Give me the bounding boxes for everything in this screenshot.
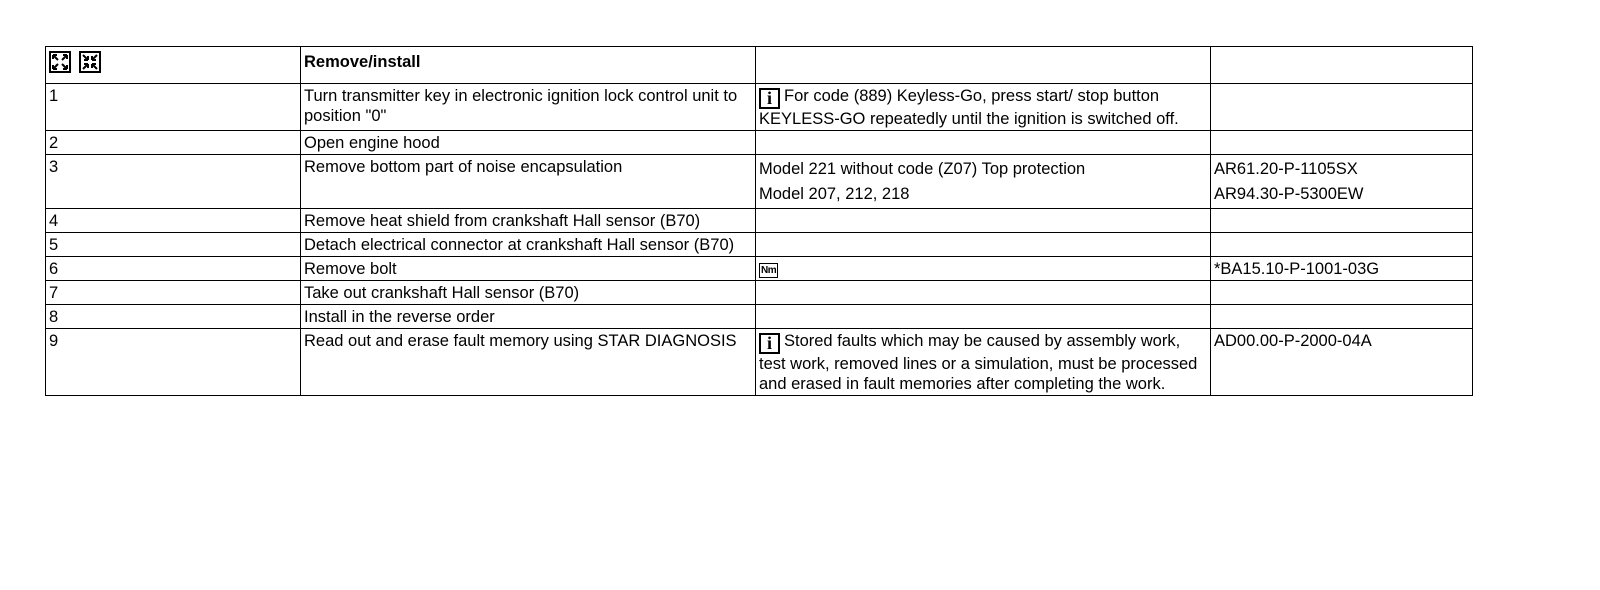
step-number: 4 — [46, 209, 301, 233]
table-row — [46, 281, 1473, 305]
step-number: 8 — [46, 305, 301, 329]
step-note: i For code (889) Keyless-Go, press start/ stop button KEYLESS-GO repeatedly until the ignition is switched off. — [756, 84, 1211, 131]
step-reference[interactable]: *BA15.10-P-1001-03G — [1211, 257, 1473, 281]
step-action: Detach electrical connector at crankshaft Hall sensor (B70) — [301, 233, 756, 257]
table-row — [46, 329, 1473, 396]
step-action: Take out crankshaft Hall sensor (B70) — [301, 281, 756, 305]
step-number: 5 — [46, 233, 301, 257]
step-action: Open engine hood — [301, 131, 756, 155]
step-note — [756, 131, 1211, 155]
table-row — [46, 305, 1473, 329]
step-note — [756, 281, 1211, 305]
step-reference — [1211, 155, 1473, 209]
step-action: Remove bottom part of noise encapsulation — [301, 155, 756, 209]
header-icons-cell — [46, 47, 301, 84]
step-number: 6 — [46, 257, 301, 281]
step-number: 1 — [46, 84, 301, 131]
step-reference — [1211, 305, 1473, 329]
step-action: Remove bolt — [301, 257, 756, 281]
step-action: Install in the reverse order — [301, 305, 756, 329]
step-note — [756, 209, 1211, 233]
step-number: 3 — [46, 155, 301, 209]
step-reference — [1211, 84, 1473, 131]
torque-nm-icon[interactable]: Nm — [761, 265, 777, 276]
header-empty-cell — [756, 47, 1211, 84]
table-row — [46, 155, 1473, 209]
collapse-icon[interactable] — [79, 51, 101, 73]
step-reference[interactable]: AD00.00-P-2000-04A — [1211, 329, 1473, 396]
step-reference — [1211, 281, 1473, 305]
step-action: Turn transmitter key in electronic ignition lock control unit to position "0" — [301, 84, 756, 131]
step-action: Read out and erase fault memory using STAR DIAGNOSIS — [301, 329, 756, 396]
step-number: 2 — [46, 131, 301, 155]
expand-icon[interactable] — [49, 51, 71, 73]
header-empty-cell — [1211, 47, 1473, 84]
table-row — [46, 84, 1473, 131]
step-note — [756, 305, 1211, 329]
step-note: i Stored faults which may be caused by assembly work, test work, removed lines or a simulation, must be processed and erased in fault memories after completing the work. — [756, 329, 1211, 396]
reference-link[interactable]: AR61.20-P-1105SX — [1214, 160, 1358, 178]
table-row — [46, 209, 1473, 233]
table-row — [46, 257, 1473, 281]
info-icon: i — [759, 333, 780, 354]
step-number: 7 — [46, 281, 301, 305]
step-note — [756, 155, 1211, 209]
step-reference — [1211, 233, 1473, 257]
step-reference — [1211, 131, 1473, 155]
procedure-table — [45, 46, 1473, 396]
table-header-row — [46, 47, 1473, 84]
step-action: Remove heat shield from crankshaft Hall sensor (B70) — [301, 209, 756, 233]
step-number: 9 — [46, 329, 301, 396]
note-line: Model 221 without code (Z07) Top protection — [759, 160, 1086, 178]
step-note — [756, 257, 1211, 281]
step-note — [756, 233, 1211, 257]
reference-link[interactable]: AR94.30-P-5300EW — [1214, 185, 1364, 203]
note-line: Model 207, 212, 218 — [759, 185, 910, 203]
step-reference — [1211, 209, 1473, 233]
table-row — [46, 131, 1473, 155]
table-row — [46, 233, 1473, 257]
info-icon: i — [759, 88, 780, 109]
section-title: Remove/install — [301, 47, 756, 84]
